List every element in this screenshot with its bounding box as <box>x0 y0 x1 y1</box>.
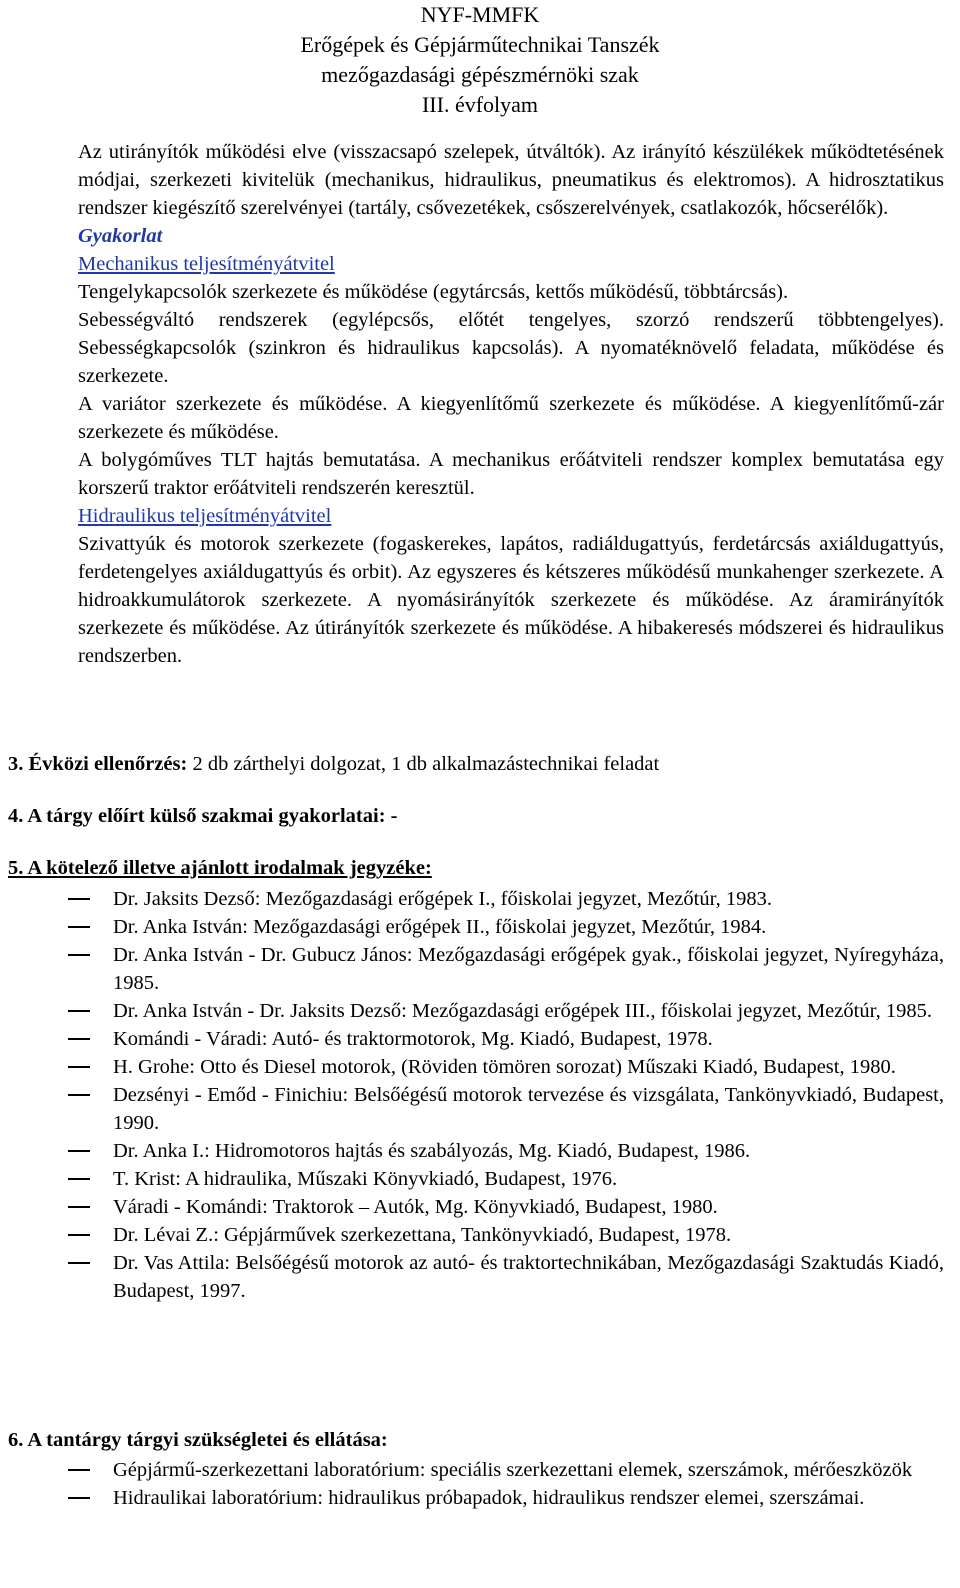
dash-bullet <box>68 1066 90 1068</box>
list-item: Váradi - Komándi: Traktorok – Autók, Mg. Könyvkiadó, Budapest, 1980. <box>68 1193 944 1221</box>
dash-bullet <box>68 1038 90 1040</box>
list-item: Hidraulikai laboratórium: hidraulikus próbapadok, hidraulikus rendszer elemei, szerszámai. <box>68 1484 944 1512</box>
document-body <box>78 138 944 670</box>
list-item: T. Krist: A hidraulika, Műszaki Könyvkiadó, Budapest, 1976. <box>68 1165 944 1193</box>
header-department: Erőgépek és Gépjárműtechnikai Tanszék <box>300 32 660 57</box>
dash-bullet <box>68 1262 90 1264</box>
section-4-label: 4. A tárgy előírt külső szakmai gyakorlatai: - <box>8 805 398 827</box>
dash-bullet <box>68 1206 90 1208</box>
section-3-value: 2 db zárthelyi dolgozat, 1 db alkalmazástechnikai feladat <box>187 753 660 775</box>
dash-bullet <box>68 1234 90 1236</box>
practice-heading: Gyakorlat <box>78 225 163 247</box>
list-item: Dezsényi - Emőd - Finichiu: Belsőégésű motorok tervezése és vizsgálata, Tankönyvkiadó, Budapest, 1990. <box>68 1081 944 1137</box>
list-item: Dr. Vas Attila: Belsőégésű motorok az autó- és traktortechnikában, Mezőgazdasági Szaktudás Kiadó, Budapest, 1997. <box>68 1249 944 1305</box>
mechanical-paragraph-2: Sebességváltó rendszerek (egylépcsős, előtét tengelyes, szorzó rendszerű többtengelyes). Sebességkapcsolók (szinkron és hidraulikus kapcsolás). A nyomatéknövelő feladata, működése és szerkezete. <box>78 309 944 387</box>
dash-bullet <box>68 1150 90 1152</box>
dash-bullet <box>68 1010 90 1012</box>
dash-bullet <box>68 1469 90 1471</box>
list-item: Dr. Anka István: Mezőgazdasági erőgépek II., főiskolai jegyzet, Mezőtúr, 1984. <box>68 913 944 941</box>
dash-bullet <box>68 954 90 956</box>
list-item: Dr. Anka István - Dr. Jaksits Dezső: Mezőgazdasági erőgépek III., főiskolai jegyzet, Mezőtúr, 1985. <box>68 997 944 1025</box>
dash-bullet <box>68 1497 90 1499</box>
dash-bullet <box>68 1094 90 1096</box>
dash-bullet <box>68 926 90 928</box>
literature-list <box>68 885 944 1305</box>
mechanical-paragraph-3: A variátor szerkezete és működése. A kiegyenlítőmű szerkezete és működése. A kiegyenlítőmű-zár szerkezete és működése. <box>78 393 944 443</box>
dash-bullet <box>68 1178 90 1180</box>
section-3-label: 3. Évközi ellenőrzés: <box>8 753 188 775</box>
list-item: Dr. Lévai Z.: Gépjárművek szerkezettana, Tankönyvkiadó, Budapest, 1978. <box>68 1221 944 1249</box>
list-item: Dr. Anka István - Dr. Gubucz János: Mezőgazdasági erőgépek gyak., főiskolai jegyzet, Nyíregyháza, 1985. <box>68 941 944 997</box>
section-5-label: 5. A kötelező illetve ajánlott irodalmak jegyzéke: <box>8 857 432 879</box>
header-program: mezőgazdasági gépészmérnöki szak <box>321 62 639 87</box>
list-item: Komándi - Váradi: Autó- és traktormotorok, Mg. Kiadó, Budapest, 1978. <box>68 1025 944 1053</box>
section-6-label: 6. A tantárgy tárgyi szükségletei és ellátása: <box>8 1429 388 1451</box>
hydraulic-paragraph: Szivattyúk és motorok szerkezete (fogaskerekes, lapátos, radiáldugattyús, ferdetárcsás axiáldugattyús, ferdetengelyes axiáldugattyús és orbit). Az egyszeres és kétszeres működésű munkahenger szerkezete. A hidroakkumulátorok szerkezete. A nyomásirányítók szerkezete és működése. Az áramirányítók szerkezete és működése. Az útirányítók szerkezete és működése. A hibakeresés módszerei és hidraulikus rendszerben. <box>78 533 944 667</box>
list-item: Dr. Anka I.: Hidromotoros hajtás és szabályozás, Mg. Kiadó, Budapest, 1986. <box>68 1137 944 1165</box>
mechanical-heading: Mechanikus teljesítményátvitel <box>78 253 335 275</box>
list-item: Dr. Jaksits Dezső: Mezőgazdasági erőgépek I., főiskolai jegyzet, Mezőtúr, 1983. <box>68 885 944 913</box>
document-header <box>0 0 960 120</box>
mechanical-paragraph-1: Tengelykapcsolók szerkezete és működése (egytárcsás, kettős működésű, többtárcsás). <box>78 281 789 303</box>
list-item: H. Grohe: Otto és Diesel motorok, (Röviden tömören sorozat) Műszaki Kiadó, Budapest, 1980. <box>68 1053 944 1081</box>
list-item: Gépjármű-szerkezettani laboratórium: speciális szerkezettani elemek, szerszámok, mérőeszközök <box>68 1456 944 1484</box>
equipment-list <box>68 1456 944 1512</box>
dash-bullet <box>68 898 90 900</box>
header-year: III. évfolyam <box>421 92 539 117</box>
mechanical-paragraph-4: A bolygóműves TLT hajtás bemutatása. A mechanikus erőátviteli rendszer komplex bemutatása egy korszerű traktor erőátviteli rendszerén keresztül. <box>78 449 944 499</box>
header-institution: NYF-MMFK <box>420 2 540 27</box>
intro-paragraph: Az utirányítók működési elve (visszacsapó szelepek, útváltók). Az irányító készülékek működtetésének módjai, szerkezeti kivitelük (mechanikus, hidraulikus, pneumatikus és elektromos). A hidrosztatikus rendszer kiegészítő szerelvényei (tartály, csővezetékek, csőszerelvények, csatlakozók, hőcserélők). <box>78 141 944 219</box>
hydraulic-heading: Hidraulikus teljesítményátvitel <box>78 505 332 527</box>
